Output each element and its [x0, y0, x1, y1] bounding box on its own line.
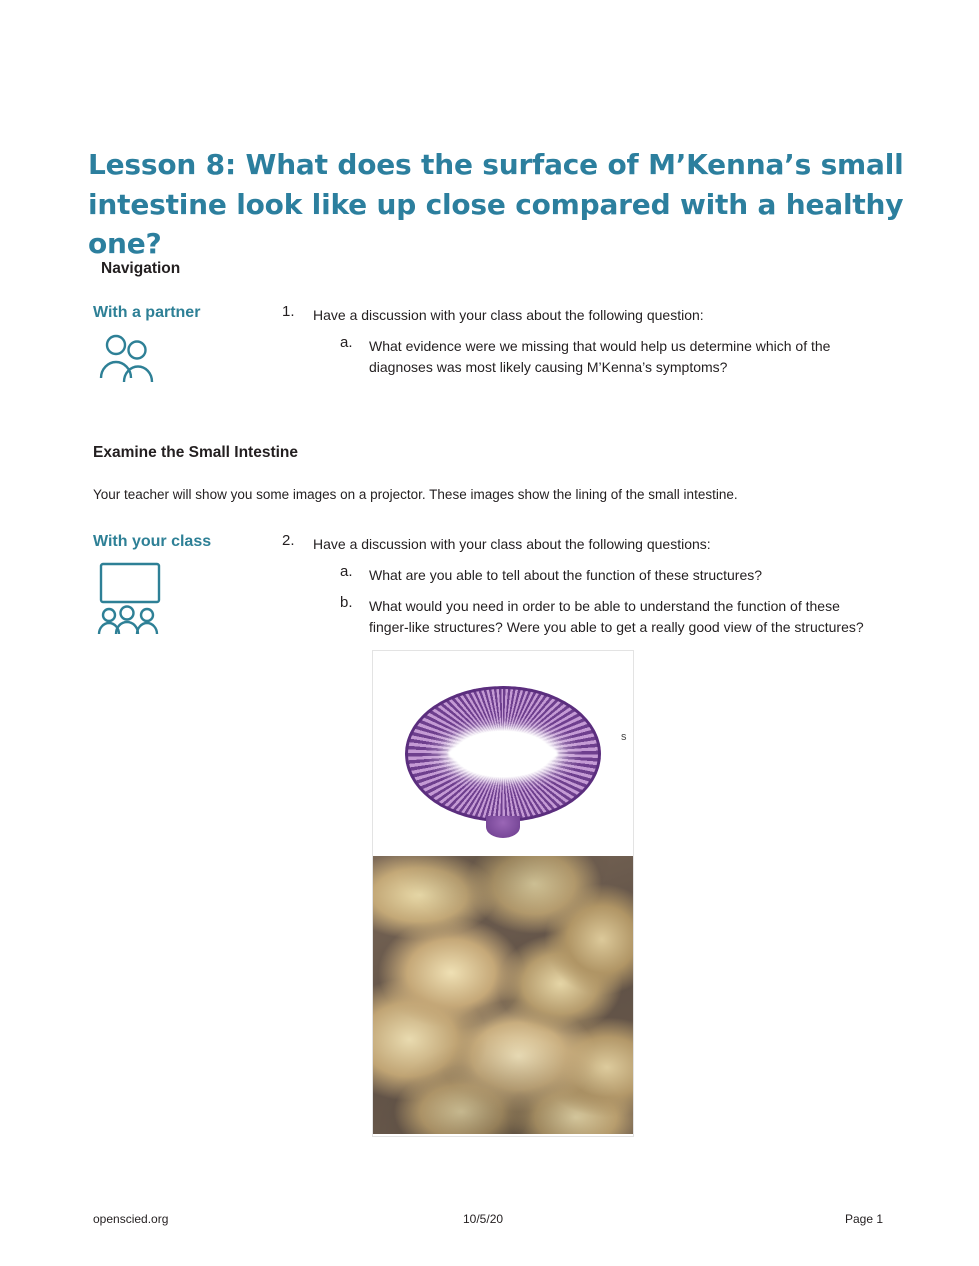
footer-page-number: Page 1 [845, 1212, 884, 1226]
footer-site: openscied.org [93, 1212, 169, 1226]
intestine-cross-section-tail [486, 816, 520, 838]
class-presentation-icon [93, 560, 167, 645]
intestine-cross-section-graphic [405, 686, 601, 822]
sublist-item: What evidence were we missing that would help us determine which of the diagnoses was most likely causing M’Kenna’s symptoms? [369, 338, 831, 376]
sublist-marker: b. [340, 594, 353, 611]
page-footer [0, 1212, 979, 1232]
sublist-item: What would you need in order to be able to understand the function of these finger-like structures? Were you able to get a really good view of the structures? [369, 598, 864, 636]
group-label-with-your-class: With your class [93, 533, 212, 550]
two-people-icon [93, 332, 159, 395]
group-label-with-a-partner: With a partner [93, 304, 201, 321]
section-heading-navigation: Navigation [101, 260, 181, 277]
small-intestine-figure [372, 650, 634, 1137]
sublist-marker: a. [340, 334, 353, 351]
section-intro-paragraph: Your teacher will show you some images on a projector. These images show the lining of the small intestine. [93, 487, 738, 502]
page-title: Lesson 8: What does the surface of M’Kenna’s small intestine look like up close compared with a healthy one? [88, 147, 904, 261]
histology-cross-section-image [373, 651, 633, 856]
list-marker: 2. [282, 532, 295, 549]
intestinal-villi-image [373, 856, 633, 1134]
list-item: Have a discussion with your class about the following questions: [313, 536, 711, 552]
list-marker: 1. [282, 303, 295, 320]
sublist-marker: a. [340, 563, 353, 580]
footer-date: 10/5/20 [463, 1212, 504, 1226]
section-heading-examine-small-intestine: Examine the Small Intestine [93, 444, 299, 461]
list-item: Have a discussion with your class about the following question: [313, 307, 704, 323]
sublist-item: What are you able to tell about the function of these structures? [369, 567, 763, 583]
figure-edge-text: s [621, 731, 627, 743]
villi-shading [373, 856, 633, 1134]
